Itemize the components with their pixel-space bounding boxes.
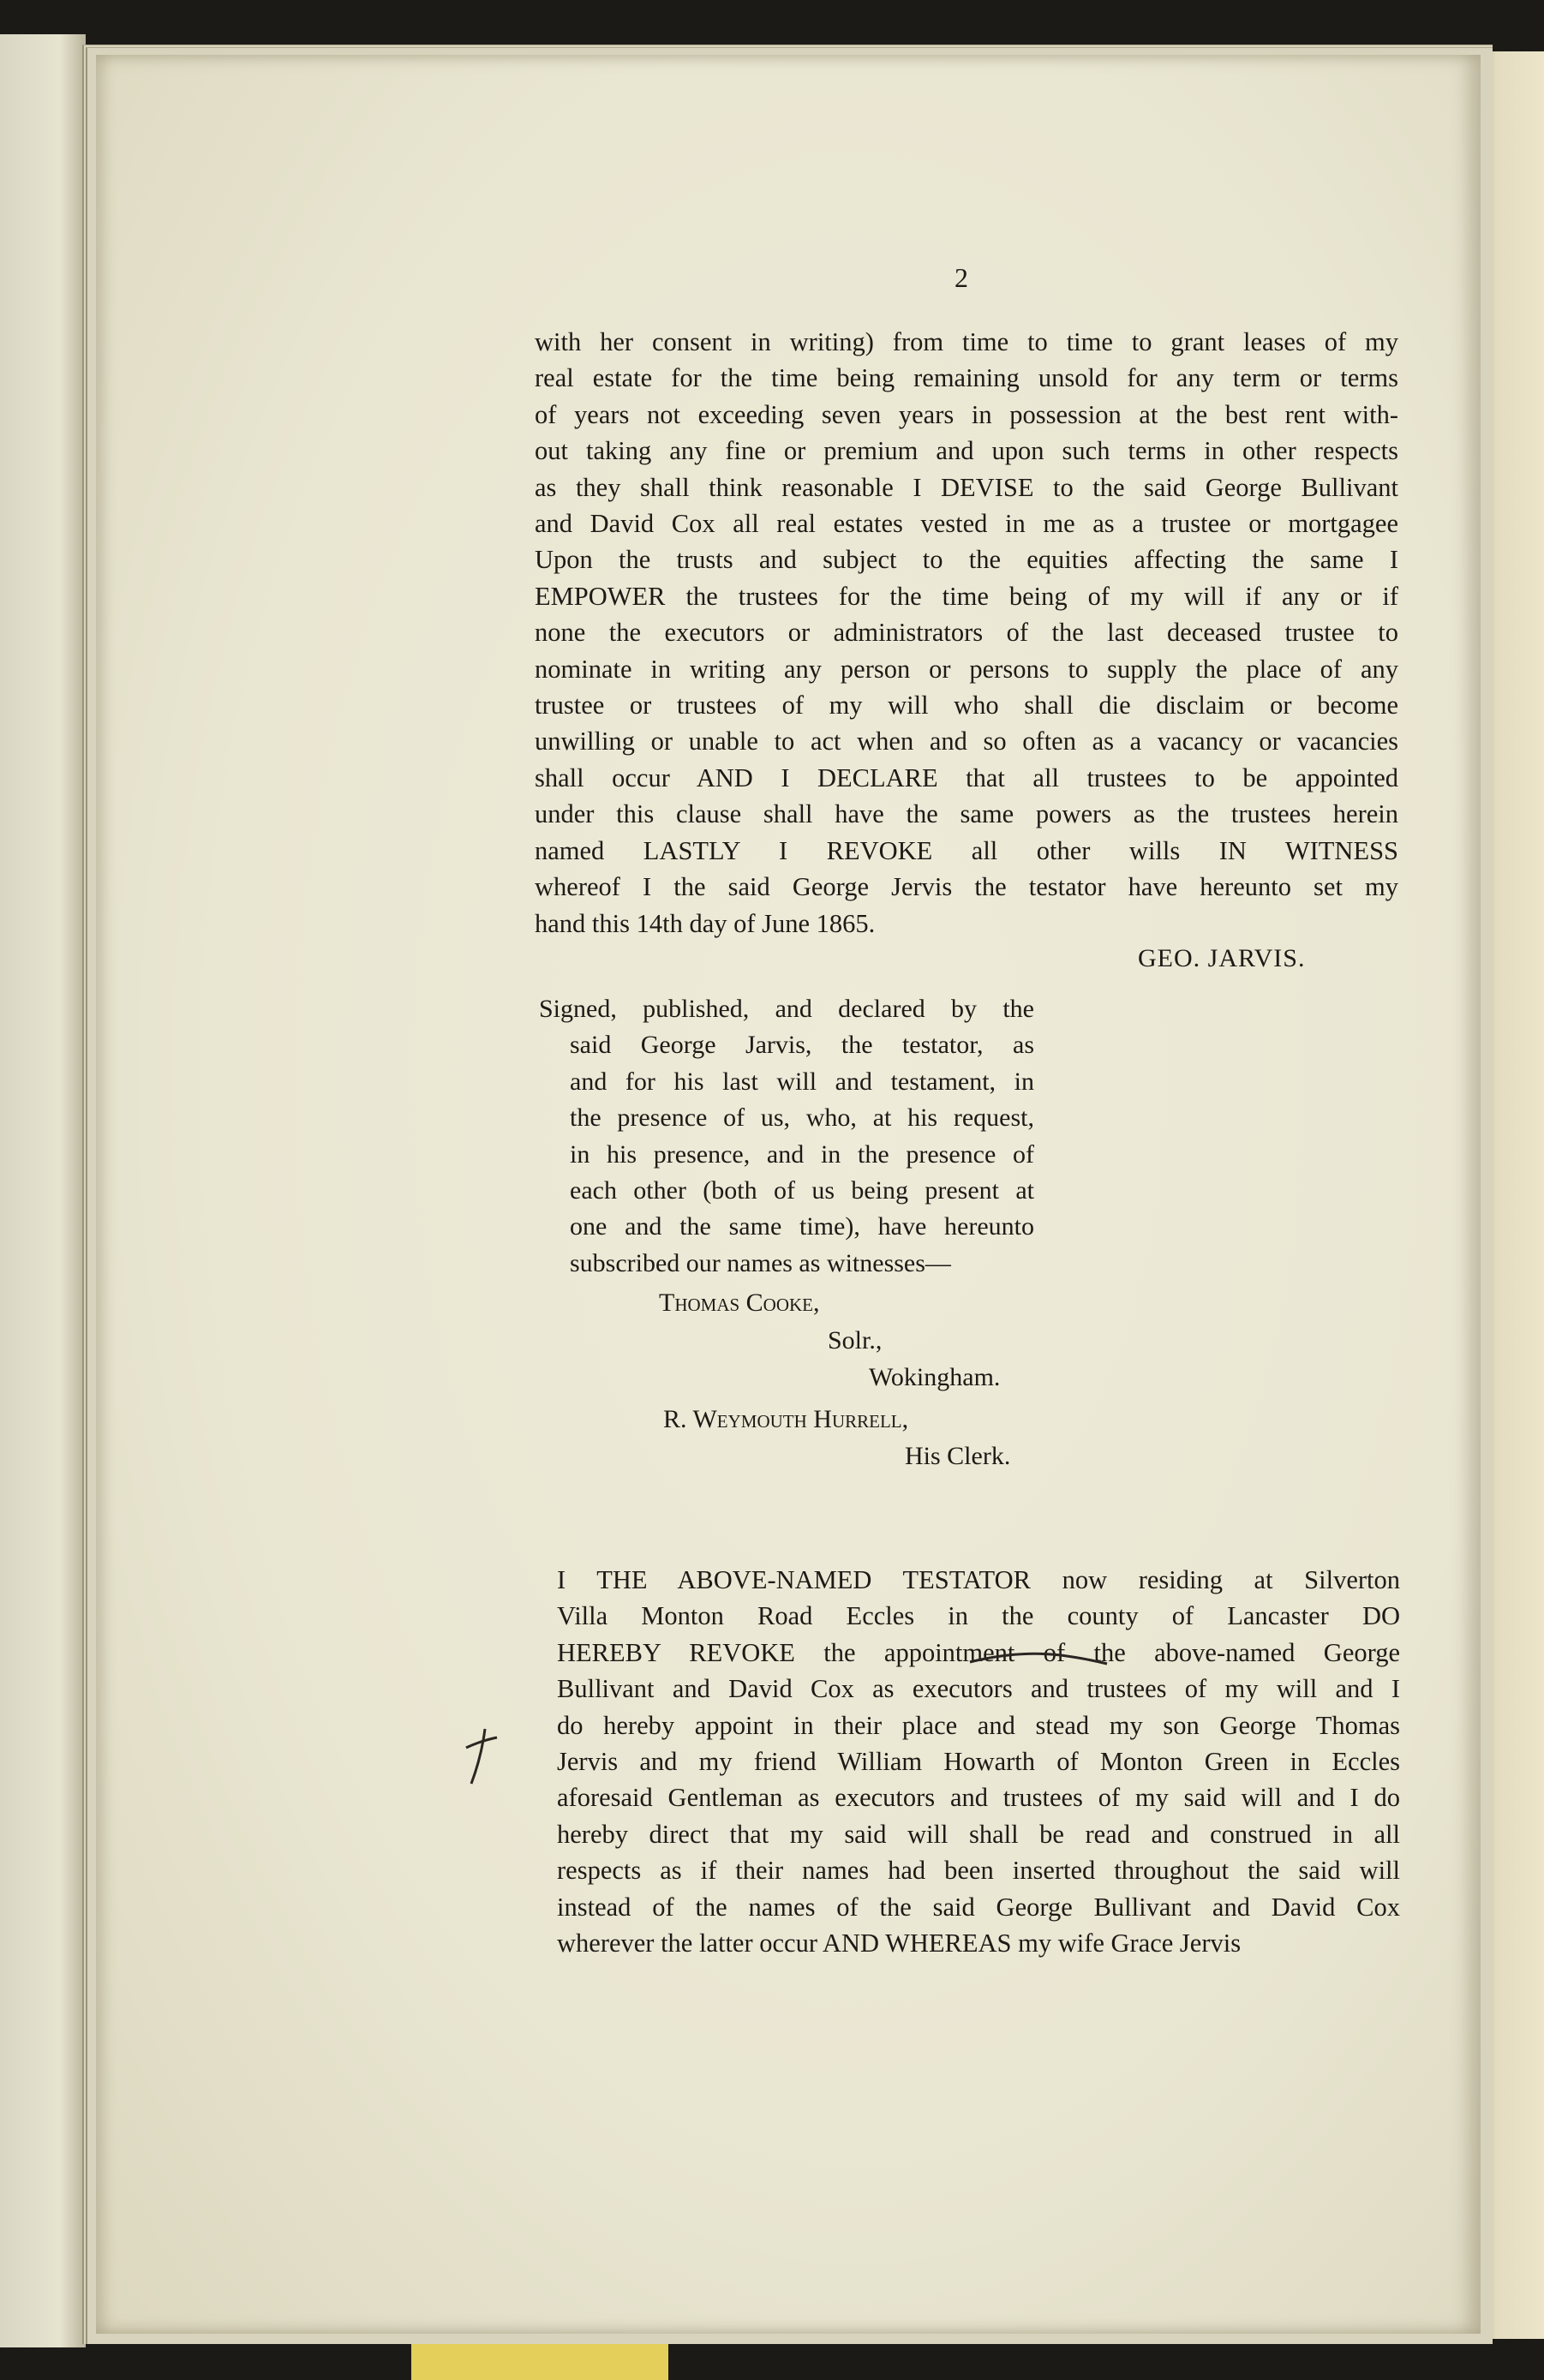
text-line: one and the same time), have hereunto: [570, 1212, 1034, 1241]
text-line: respects as if their names had been inserted throughout the said will: [557, 1856, 1400, 1886]
text-line: subscribed our names as witnesses—: [570, 1248, 951, 1277]
text-line: EMPOWER the trustees for the time being of my will if any or if: [535, 581, 1398, 611]
witness-1-name: Thomas Cooke,: [659, 1289, 820, 1317]
text-line: Villa Monton Road Eccles in the county of Lancaster DO: [557, 1601, 1400, 1631]
text-line: none the executors or administrators of the last deceased trustee to: [535, 618, 1398, 648]
text-line: each other (both of us being present at: [570, 1176, 1034, 1205]
text-line: trustee or trustees of my will who shall die disclaim or become: [535, 691, 1398, 721]
will-paragraph-1: [535, 324, 1398, 942]
text-line: said George Jarvis, the testator, as: [570, 1031, 1034, 1060]
text-line: I THE ABOVE-NAMED TESTATOR now residing at Silverton: [557, 1565, 1400, 1594]
text-line: hand this 14th day of June 1865.: [535, 908, 876, 938]
handwritten-x-mark: [459, 1722, 502, 1791]
yellow-tab: [411, 2344, 668, 2380]
text-line: the presence of us, who, at his request,: [570, 1103, 1034, 1133]
text-line: Signed, published, and declared by the: [539, 995, 1034, 1023]
handwritten-underline: [966, 1650, 1112, 1667]
attestation-clause: [539, 991, 1034, 1282]
witness-2-name: R. Weymouth Hurrell,: [663, 1405, 909, 1433]
witness-1-title: Solr.,: [828, 1326, 883, 1354]
text-line: in his presence, and in the presence of: [570, 1139, 1034, 1169]
text-line: out taking any fine or premium and upon such terms in other respects: [535, 436, 1398, 466]
text-line: as they shall think reasonable I DEVISE to the said George Bullivant: [535, 472, 1398, 502]
text-line: Jervis and my friend William Howarth of Monton Green in Eccles: [557, 1747, 1400, 1777]
text-line: and for his last will and testament, in: [570, 1067, 1034, 1096]
adjacent-left-page: [0, 34, 86, 2347]
text-line: hereby direct that my said will shall be read and construed in all: [557, 1819, 1400, 1849]
text-line: of years not exceeding seven years in possession at the best rent with-: [535, 399, 1398, 429]
text-line: aforesaid Gentleman as executors and trustees of my said will and I do: [557, 1783, 1400, 1813]
text-line: HEREBY REVOKE the appointment of the above-named George: [557, 1637, 1400, 1667]
witness-1-place: Wokingham.: [869, 1363, 1001, 1391]
text-line: whereof I the said George Jervis the testator have hereunto set my: [535, 872, 1398, 902]
witness-2-title: His Clerk.: [905, 1442, 1011, 1470]
text-line: and David Cox all real estates vested in me as a trustee or mortgagee: [535, 509, 1398, 539]
testator-signature: GEO. JARVIS.: [1138, 944, 1306, 972]
text-line: nominate in writing any person or persons to supply the place of any: [535, 654, 1398, 684]
text-line: Bullivant and David Cox as executors and trustees of my will and I: [557, 1674, 1400, 1704]
text-line: under this clause shall have the same powers as the trustees herein: [535, 799, 1398, 829]
text-line: named LASTLY I REVOKE all other wills IN WITNESS: [535, 835, 1398, 865]
codicil-paragraph: [557, 1562, 1400, 1961]
text-line: with her consent in writing) from time to time to grant leases of my: [535, 327, 1398, 356]
text-line: Upon the trusts and subject to the equities affecting the same I: [535, 545, 1398, 575]
text-line: unwilling or unable to act when and so often as a vacancy or vacancies: [535, 727, 1398, 756]
text-line: wherever the latter occur AND WHEREAS my wife Grace Jervis: [557, 1929, 1242, 1958]
text-line: do hereby appoint in their place and stead my son George Thomas: [557, 1710, 1400, 1740]
text-line: shall occur AND I DECLARE that all trustees to be appointed: [535, 762, 1398, 792]
text-line: real estate for the time being remaining unsold for any term or terms: [535, 363, 1398, 393]
page-number: 2: [955, 262, 968, 293]
text-line: instead of the names of the said George Bullivant and David Cox: [557, 1892, 1400, 1922]
